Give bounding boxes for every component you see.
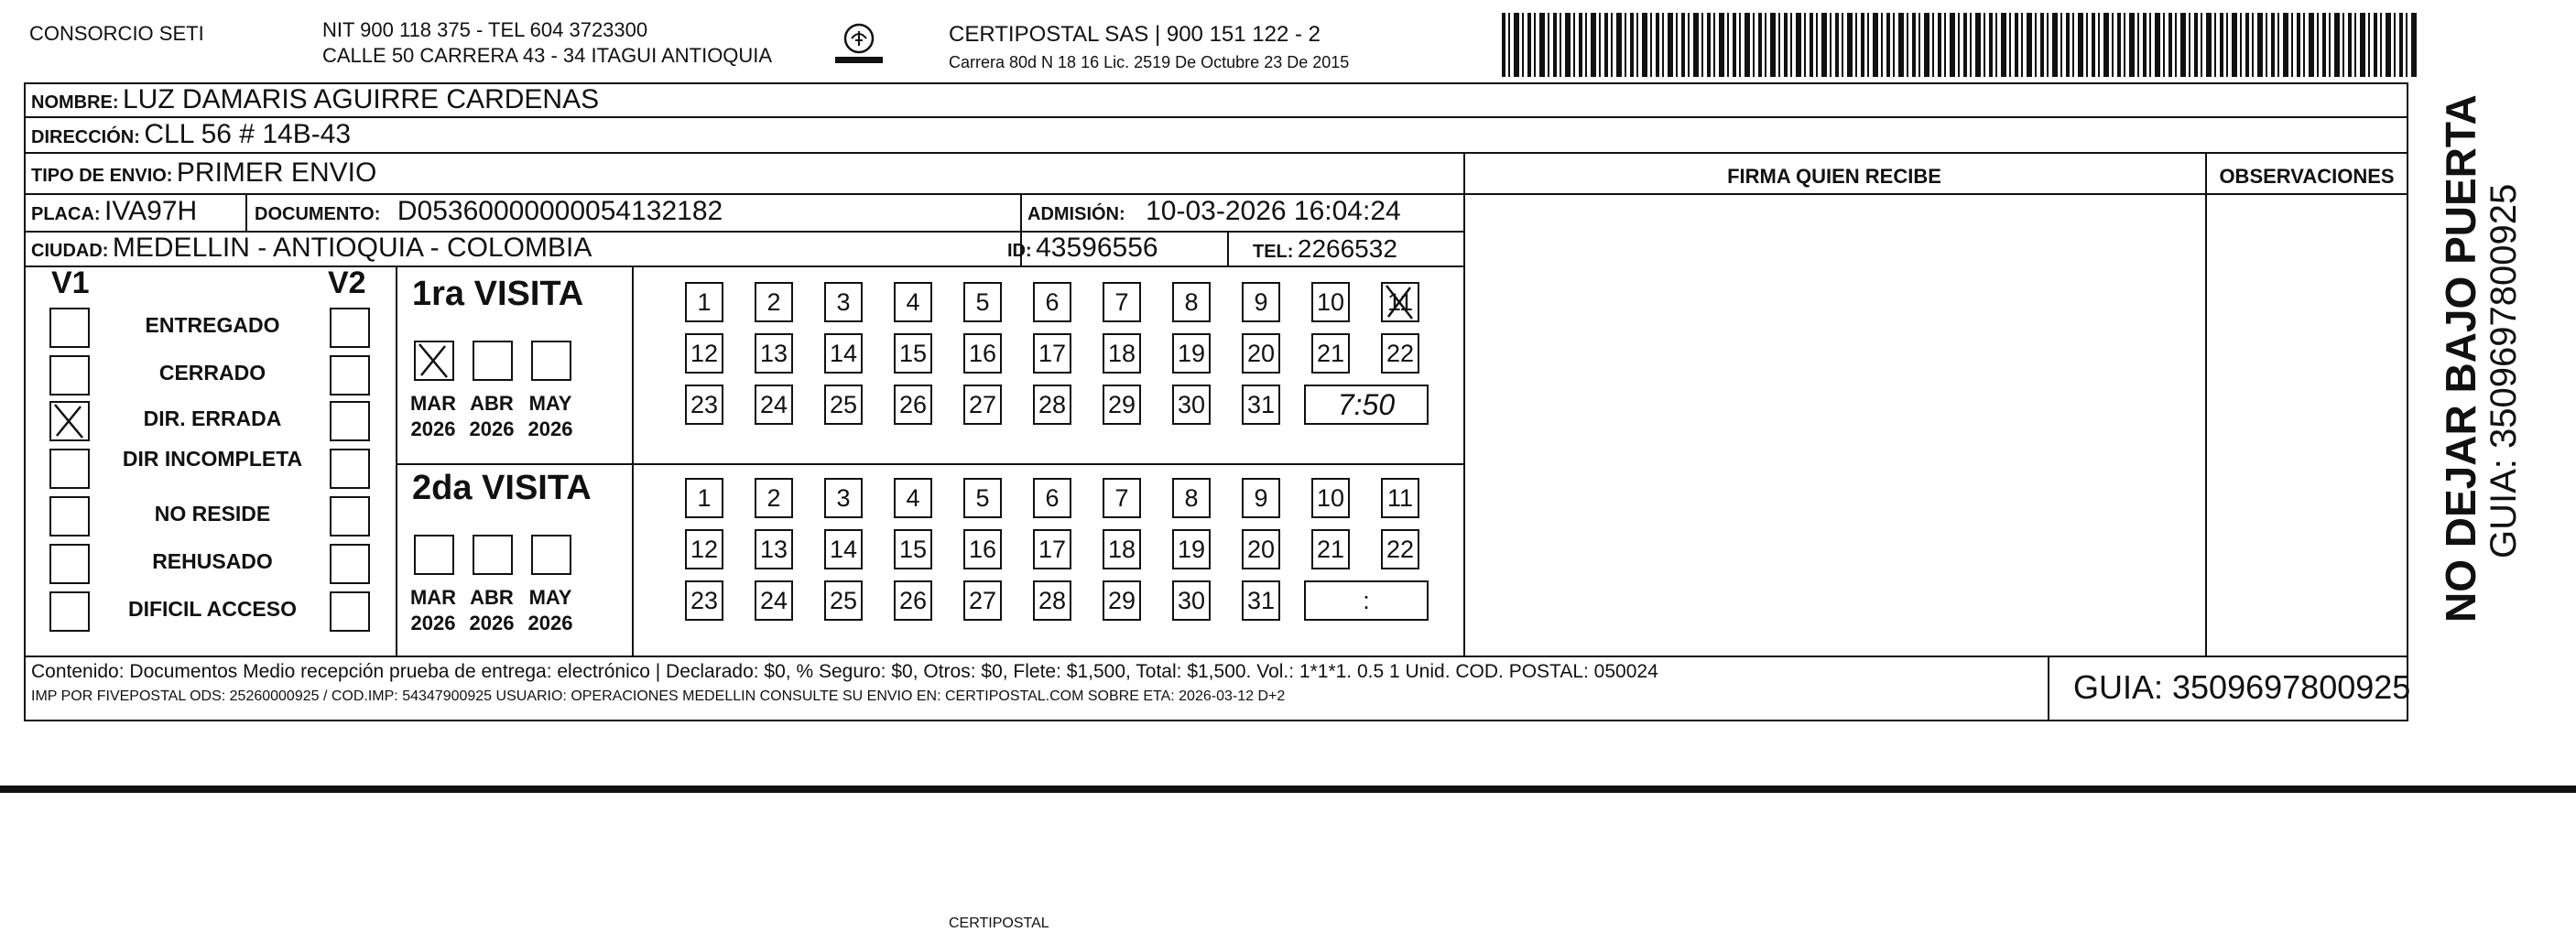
visit1-day-box[interactable]: 18 [1103,333,1141,374]
status-v1-checkbox[interactable] [49,449,90,489]
visit1-day-box[interactable]: 10 [1311,282,1350,322]
visit1-day-box[interactable]: 2 [755,282,793,322]
ciudad-label: CIUDAD: [31,241,109,261]
visit1-year-label: 2026 [527,417,573,440]
status-v2-checkbox[interactable] [330,591,370,632]
v1-header: V1 [51,266,90,300]
visit1-day-box[interactable]: 19 [1172,333,1211,374]
documento-field [255,196,723,227]
company-nit: NIT 900 118 375 - TEL 604 3723300 [322,18,648,41]
visit2-day-box[interactable]: 8 [1172,478,1211,518]
status-v1-checkbox[interactable] [49,355,90,396]
admision-label: ADMISIÓN: [1027,204,1125,224]
visit1-day-box[interactable]: 11 [1381,282,1419,322]
visit1-day-box[interactable]: 12 [685,333,723,374]
visit2-title: 2da VISITA [412,469,592,507]
visit1-day-box[interactable]: 6 [1033,282,1071,322]
visit2-day-box[interactable]: 24 [755,580,793,621]
status-option-label: REHUSADO [152,549,273,573]
visit2-month-checkbox[interactable] [414,535,454,575]
footer-contenido: Contenido: Documentos Medio recepción prueba de entrega: electrónico | Declarado: $0, % Seguro: $0, Otros: $0, Flete: $1,500, Total: $1,500. Vol.: 1*1*1. 0.5 1 Unid. COD. POSTAL: 050024 [31,661,1658,682]
visit2-day-box[interactable]: 1 [685,478,723,518]
visit1-month-label: ABR [470,392,514,415]
license-line: Carrera 80d N 18 16 Lic. 2519 De Octubre 23 De 2015 [949,53,1350,71]
placa-label: PLACA: [31,204,101,224]
direccion-value: CLL 56 # 14B-43 [144,119,352,149]
visit1-day-box[interactable]: 29 [1103,385,1141,425]
status-option-label: DIR INCOMPLETA [122,447,303,471]
visit2-day-box[interactable]: 23 [685,580,723,621]
visit1-month-checkbox[interactable] [531,341,571,381]
visit1-day-box[interactable]: 17 [1033,333,1071,374]
placa-value: IVA97H [104,196,198,226]
status-v2-checkbox[interactable] [330,449,370,489]
firma-header: FIRMA QUIEN RECIBE [1727,165,1941,188]
company-address: CALLE 50 CARRERA 43 - 34 ITAGUI ANTIOQUIA [322,44,773,67]
no-dejar-bajo-puerta-warning: NO DEJAR BAJO PUERTA [2437,94,2484,623]
admision-field [1027,196,1401,227]
visit2-year-label: 2026 [469,612,515,634]
tel-label: TEL: [1253,242,1294,262]
visit1-year-label: 2026 [410,417,456,440]
visit2-day-box[interactable]: 2 [755,478,793,518]
visit1-time-box[interactable]: 7:50 [1304,385,1429,425]
visit1-day-box[interactable]: 5 [963,282,1002,322]
id-label: ID: [1007,241,1032,261]
visit1-day-box[interactable]: 24 [755,385,793,425]
visit1-day-box[interactable]: 23 [685,385,723,425]
v2-header: V2 [328,266,366,300]
visit1-day-box[interactable]: 7 [1103,282,1141,322]
visit1-day-marked-x [1381,282,1419,322]
visit1-day-box[interactable]: 22 [1381,333,1419,374]
company-name: CONSORCIO SETI [29,22,204,45]
footer-guia: GUIA: 3509697800925 [2073,668,2411,706]
v1-marked-x [49,401,90,441]
nombre-label: NOMBRE: [31,92,119,113]
visit2-month-label: MAY [528,586,572,609]
visit2-day-box[interactable]: 17 [1033,529,1071,569]
status-option-label: CERRADO [158,361,266,385]
visit1-day-box[interactable]: 28 [1033,385,1071,425]
visit2-day-box[interactable]: 29 [1103,580,1141,621]
visit1-day-box[interactable]: 27 [963,385,1002,425]
footer-imp-line: IMP POR FIVEPOSTAL ODS: 25260000925 / COD.IMP: 54347900925 USUARIO: OPERACIONES MEDELLIN CONSULTE SU ENVIO EN: CERTIPOSTAL.COM SOBRE ETA: 2026-03-12 D+2 [31,688,1286,704]
side-guia: GUIA: 3509697800925 [2484,183,2524,558]
status-v1-checkbox[interactable] [49,308,90,348]
visit1-day-box[interactable]: 31 [1242,385,1280,425]
visit1-day-box[interactable]: 21 [1311,333,1350,374]
visit1-day-box[interactable]: 20 [1242,333,1280,374]
visit2-day-box[interactable]: 20 [1242,529,1280,569]
documento-value: D05360000000054132182 [397,196,723,226]
status-option-label: DIR. ERRADA [143,406,282,430]
visit1-year-label: 2026 [469,417,515,440]
placa-field [31,196,197,227]
visit1-day-box[interactable]: 3 [824,282,863,322]
visit2-day-box[interactable]: 18 [1103,529,1141,569]
ciudad-value: MEDELLIN - ANTIOQUIA - COLOMBIA [112,233,592,263]
visit2-day-box[interactable]: 15 [894,529,932,569]
visit2-day-box[interactable]: 13 [755,529,793,569]
visit2-day-box[interactable]: 9 [1242,478,1280,518]
visit2-day-box[interactable]: 6 [1033,478,1071,518]
visit2-day-box[interactable]: 7 [1103,478,1141,518]
visit2-time-box[interactable]: : [1304,580,1429,621]
visit1-month-label: MAR [409,392,457,415]
visit2-day-box[interactable]: 30 [1172,580,1211,621]
visit2-month-checkbox[interactable] [473,535,513,575]
visit1-day-box[interactable]: 16 [963,333,1002,374]
visit1-day-box[interactable]: 13 [755,333,793,374]
status-v1-checkbox[interactable] [49,544,90,584]
status-option-label: DIFICIL ACCESO [127,597,297,621]
tipo-envio-value: PRIMER ENVIO [176,157,377,188]
visit1-day-box[interactable]: 15 [894,333,932,374]
visit1-day-box[interactable]: 4 [894,282,932,322]
visit2-day-box[interactable]: 28 [1033,580,1071,621]
visit2-day-box[interactable]: 26 [894,580,932,621]
visit2-year-label: 2026 [410,612,456,634]
visit2-day-box[interactable]: 22 [1381,529,1419,569]
visit1-month-label: MAY [528,392,572,415]
tel-field [1253,234,1397,264]
visit1-day-box[interactable]: 30 [1172,385,1211,425]
visit1-day-box[interactable]: 8 [1172,282,1211,322]
visit2-month-label: MAR [409,586,457,609]
status-v2-checkbox[interactable] [330,544,370,584]
visit2-day-box[interactable]: 21 [1311,529,1350,569]
carrier-line: CERTIPOSTAL SAS | 900 151 122 - 2 [949,22,1321,47]
visit2-day-box[interactable]: 11 [1381,478,1419,518]
visit2-day-box[interactable]: 31 [1242,580,1280,621]
tipo-envio-field [31,157,376,189]
id-value: 43596556 [1036,233,1158,263]
certipostal-logo-text: CERTIPOSTAL [949,916,1049,931]
visit2-month-label: ABR [470,586,514,609]
status-v2-checkbox[interactable] [330,496,370,536]
visit2-day-box[interactable]: 12 [685,529,723,569]
nombre-value: LUZ DAMARIS AGUIRRE CARDENAS [123,84,600,114]
visit2-day-box[interactable]: 4 [894,478,932,518]
visit2-day-box[interactable]: 14 [824,529,863,569]
visit2-month-checkbox[interactable] [531,535,571,575]
documento-label: DOCUMENTO: [255,204,381,224]
certipostal-logo-icon [833,20,885,71]
visit1-month-marked-x [414,341,454,381]
status-v2-checkbox[interactable] [330,308,370,348]
visit2-day-box[interactable]: 10 [1311,478,1350,518]
status-option-label: ENTREGADO [145,313,280,337]
ciudad-field [31,233,592,264]
visit2-day-box[interactable]: 16 [963,529,1002,569]
visit1-day-box[interactable]: 9 [1242,282,1280,322]
nombre-field [31,84,599,115]
visit1-day-box[interactable]: 14 [824,333,863,374]
visit1-day-box[interactable]: 25 [824,385,863,425]
visit2-day-box[interactable]: 25 [824,580,863,621]
visit2-day-box[interactable]: 3 [824,478,863,518]
status-v2-checkbox[interactable] [330,401,370,441]
status-v2-checkbox[interactable] [330,355,370,396]
admision-value: 10-03-2026 16:04:24 [1146,196,1401,226]
visit2-year-label: 2026 [527,612,573,634]
visit1-day-box[interactable]: 1 [685,282,723,322]
id-field [1007,233,1158,264]
visit1-day-box[interactable]: 26 [894,385,932,425]
visit2-day-box[interactable]: 5 [963,478,1002,518]
status-option-label: NO RESIDE [154,502,271,526]
visit1-month-checkbox[interactable] [473,341,513,381]
direccion-field [31,119,351,150]
visit2-day-box[interactable]: 19 [1172,529,1211,569]
status-v1-checkbox[interactable] [49,591,90,632]
tipo-envio-label: TIPO DE ENVIO: [31,166,173,186]
barcode [1502,13,2418,77]
direccion-label: DIRECCIÓN: [31,127,140,147]
visit2-day-box[interactable]: 27 [963,580,1002,621]
visit1-title: 1ra VISITA [412,275,584,313]
status-v1-checkbox[interactable] [49,496,90,536]
tel-value: 2266532 [1297,234,1397,263]
bottom-rule [0,786,2576,793]
observaciones-header: OBSERVACIONES [2219,165,2395,188]
